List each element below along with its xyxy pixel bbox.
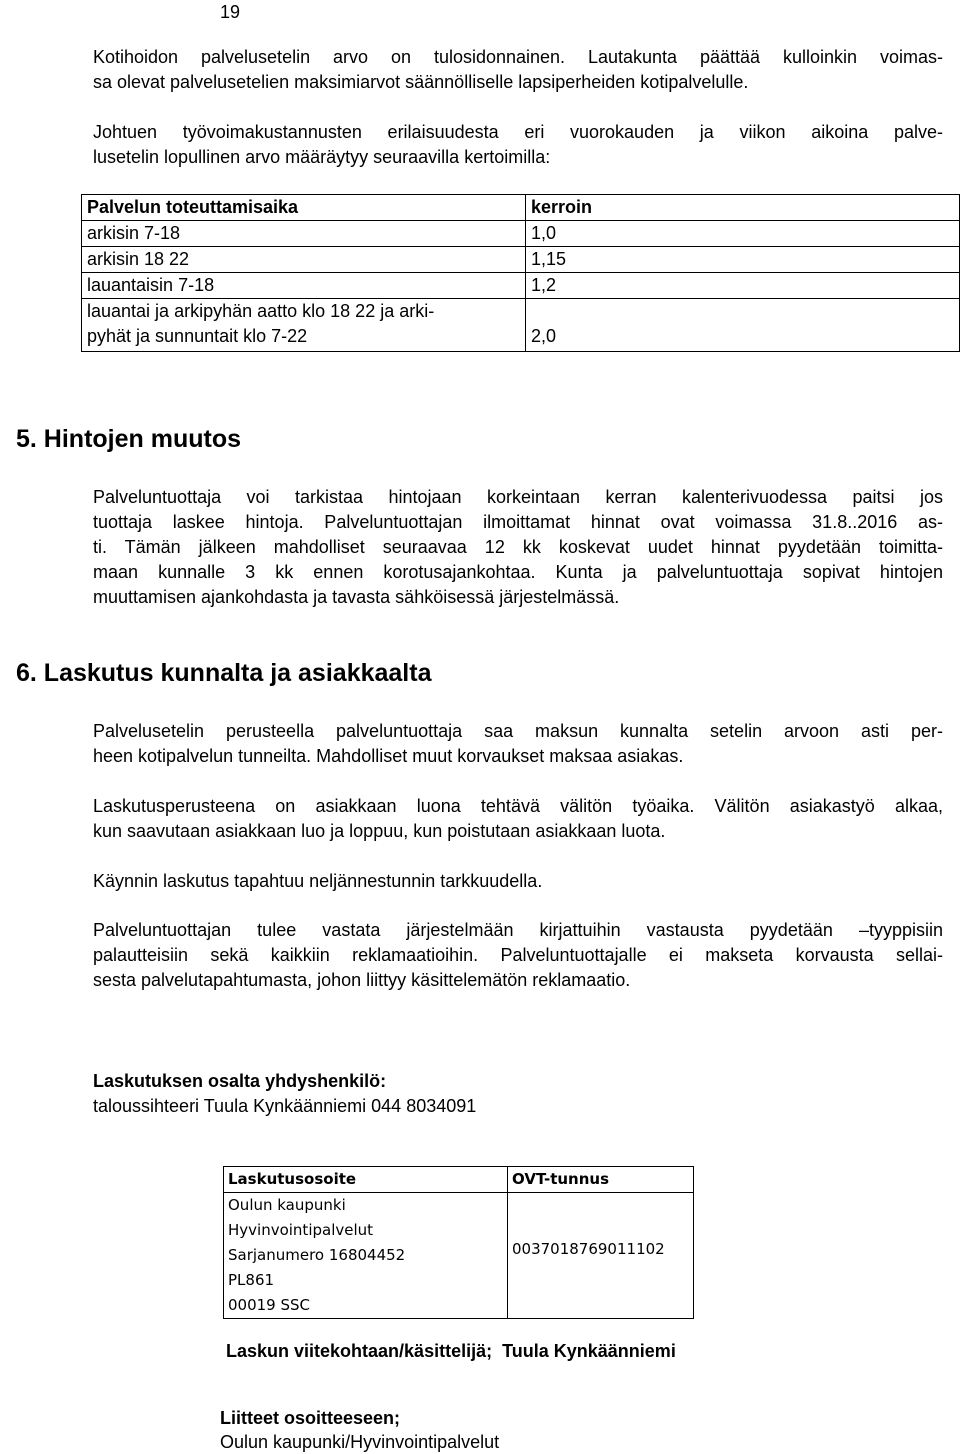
table-row bbox=[224, 1193, 694, 1319]
address-line: 00019 SSC bbox=[228, 1296, 311, 1314]
cell-factor: 1,0 bbox=[526, 221, 960, 247]
attachments-title: Liitteet osoitteeseen; bbox=[220, 1408, 401, 1428]
header-time: Palvelun toteuttamisaika bbox=[82, 195, 526, 221]
cell-factor: 2,0 bbox=[526, 299, 960, 352]
cell-factor: 1,2 bbox=[526, 273, 960, 299]
table-row bbox=[82, 273, 960, 299]
table-row bbox=[82, 247, 960, 273]
cell-time-line: lauantai ja arkipyhän aatto klo 18 22 ja arki- bbox=[87, 301, 435, 321]
handler-line bbox=[226, 1339, 676, 1364]
header-factor: kerroin bbox=[526, 195, 960, 221]
section-5-line: maan kunnalle 3 kk ennen korotusajankohtaa. Kunta ja palveluntuottaja sopivat hintojen bbox=[93, 562, 943, 582]
handler-name: Tuula Kynkäänniemi bbox=[502, 1341, 676, 1361]
section-5-paragraph bbox=[93, 485, 943, 610]
section-5-line: ti. Tämän jälkeen mahdolliset seuraavaa 12 kk koskevat uudet hinnat pyydetään toimitta- bbox=[93, 537, 943, 557]
intro-paragraph bbox=[93, 45, 943, 95]
ovt-value: 003701876901110​2 bbox=[512, 1240, 665, 1258]
address-line: Oulun kaupunki bbox=[228, 1196, 346, 1214]
section-6-paragraph-1 bbox=[93, 719, 943, 769]
section-5-heading: 5. Hintojen muutos bbox=[16, 425, 241, 453]
section-6-line: Käynnin laskutus tapahtuu neljännestunnin tarkkuudella. bbox=[93, 871, 543, 891]
cell-time: arkisin 18 22 bbox=[82, 247, 526, 273]
table-row bbox=[82, 221, 960, 247]
contact-name: taloussihteeri Tuula Kynkäänniemi 044 8034091 bbox=[93, 1096, 477, 1116]
table-header-row bbox=[224, 1167, 694, 1193]
address-cell bbox=[224, 1193, 508, 1319]
address-line: Hyvinvointipalvelut bbox=[228, 1221, 374, 1239]
cell-time: lauantaisin 7-18 bbox=[82, 273, 526, 299]
page-number: 19 bbox=[220, 2, 241, 22]
section-6-line: palautteisiin sekä kaikkiin reklamaatioihin. Palveluntuottajalle ei makseta korvausta sellai- bbox=[93, 945, 943, 965]
section-6-line: sesta palvelutapahtumasta, johon liittyy käsittelemätön reklamaatio. bbox=[93, 970, 631, 990]
address-line: PL861 bbox=[228, 1271, 275, 1289]
cell-time: arkisin 7-18 bbox=[82, 221, 526, 247]
intro-line: sa olevat palvelusetelien maksimiarvot säännölliselle lapsiperheiden kotipalvelulle. bbox=[93, 72, 749, 92]
intro-line: Kotihoidon palvelusetelin arvo on tulosidonnainen. Lautakunta päättää kulloinkin voimas- bbox=[93, 47, 943, 67]
factor-intro-line: lusetelin lopullinen arvo määräytyy seuraavilla kertoimilla: bbox=[93, 147, 551, 167]
table-row bbox=[82, 299, 960, 352]
section-5-line: tuottaja laskee hintoja. Palveluntuottajan ilmoittamat hinnat ovat voimassa 31.8..2016 as- bbox=[93, 512, 943, 532]
section-6-line: kun saavutaan asiakkaan luo ja loppuu, kun poistutaan asiakkaan luota. bbox=[93, 821, 666, 841]
factor-table bbox=[81, 194, 960, 352]
ovt-cell bbox=[508, 1193, 694, 1319]
section-5-line: Palveluntuottaja voi tarkistaa hintojaan korkeintaan kerran kalenterivuodessa paitsi jos bbox=[93, 487, 943, 507]
address-line: Sarjanumero 16804452 bbox=[228, 1246, 406, 1264]
section-6-line: Laskutusperusteena on asiakkaan luona tehtävä välitön työaika. Välitön asiakastyö alkaa, bbox=[93, 796, 943, 816]
cell-time-line: pyhät ja sunnuntait klo 7-22 bbox=[87, 326, 308, 346]
cell-factor: 1,15 bbox=[526, 247, 960, 273]
handler-label: Laskun viitekohtaan/käsittelijä; bbox=[226, 1341, 493, 1361]
section-6-paragraph-3 bbox=[93, 869, 943, 894]
attachments-address: Oulun kaupunki/Hyvinvointipalvelut bbox=[220, 1432, 500, 1452]
section-6-paragraph-2 bbox=[93, 794, 943, 844]
cell-time bbox=[82, 299, 526, 352]
section-6-line: Palveluntuottajan tulee vastata järjestelmään kirjattuihin vastausta pyydetään –tyyppisiin bbox=[93, 920, 943, 940]
section-6-paragraph-4 bbox=[93, 918, 943, 993]
factor-intro-paragraph bbox=[93, 120, 943, 170]
contact-title: Laskutuksen osalta yhdyshenkilö: bbox=[93, 1071, 387, 1091]
header-ovt: OVT-tunnus bbox=[508, 1167, 694, 1193]
section-5-line: muuttamisen ajankohdasta ja tavasta sähköisessä järjestelmässä. bbox=[93, 587, 620, 607]
section-6-line: Palvelusetelin perusteella palveluntuottaja saa maksun kunnalta setelin arvoon asti per- bbox=[93, 721, 943, 741]
section-6-line: heen kotipalvelun tunneilta. Mahdolliset muut korvaukset maksaa asiakas. bbox=[93, 746, 684, 766]
header-address: Laskutusosoite bbox=[224, 1167, 508, 1193]
section-6-heading: 6. Laskutus kunnalta ja asiakkaalta bbox=[16, 659, 432, 687]
factor-intro-line: Johtuen työvoimakustannusten erilaisuudesta eri vuorokauden ja viikon aikoina palve- bbox=[93, 122, 943, 142]
billing-table bbox=[223, 1166, 694, 1319]
table-header-row bbox=[82, 195, 960, 221]
